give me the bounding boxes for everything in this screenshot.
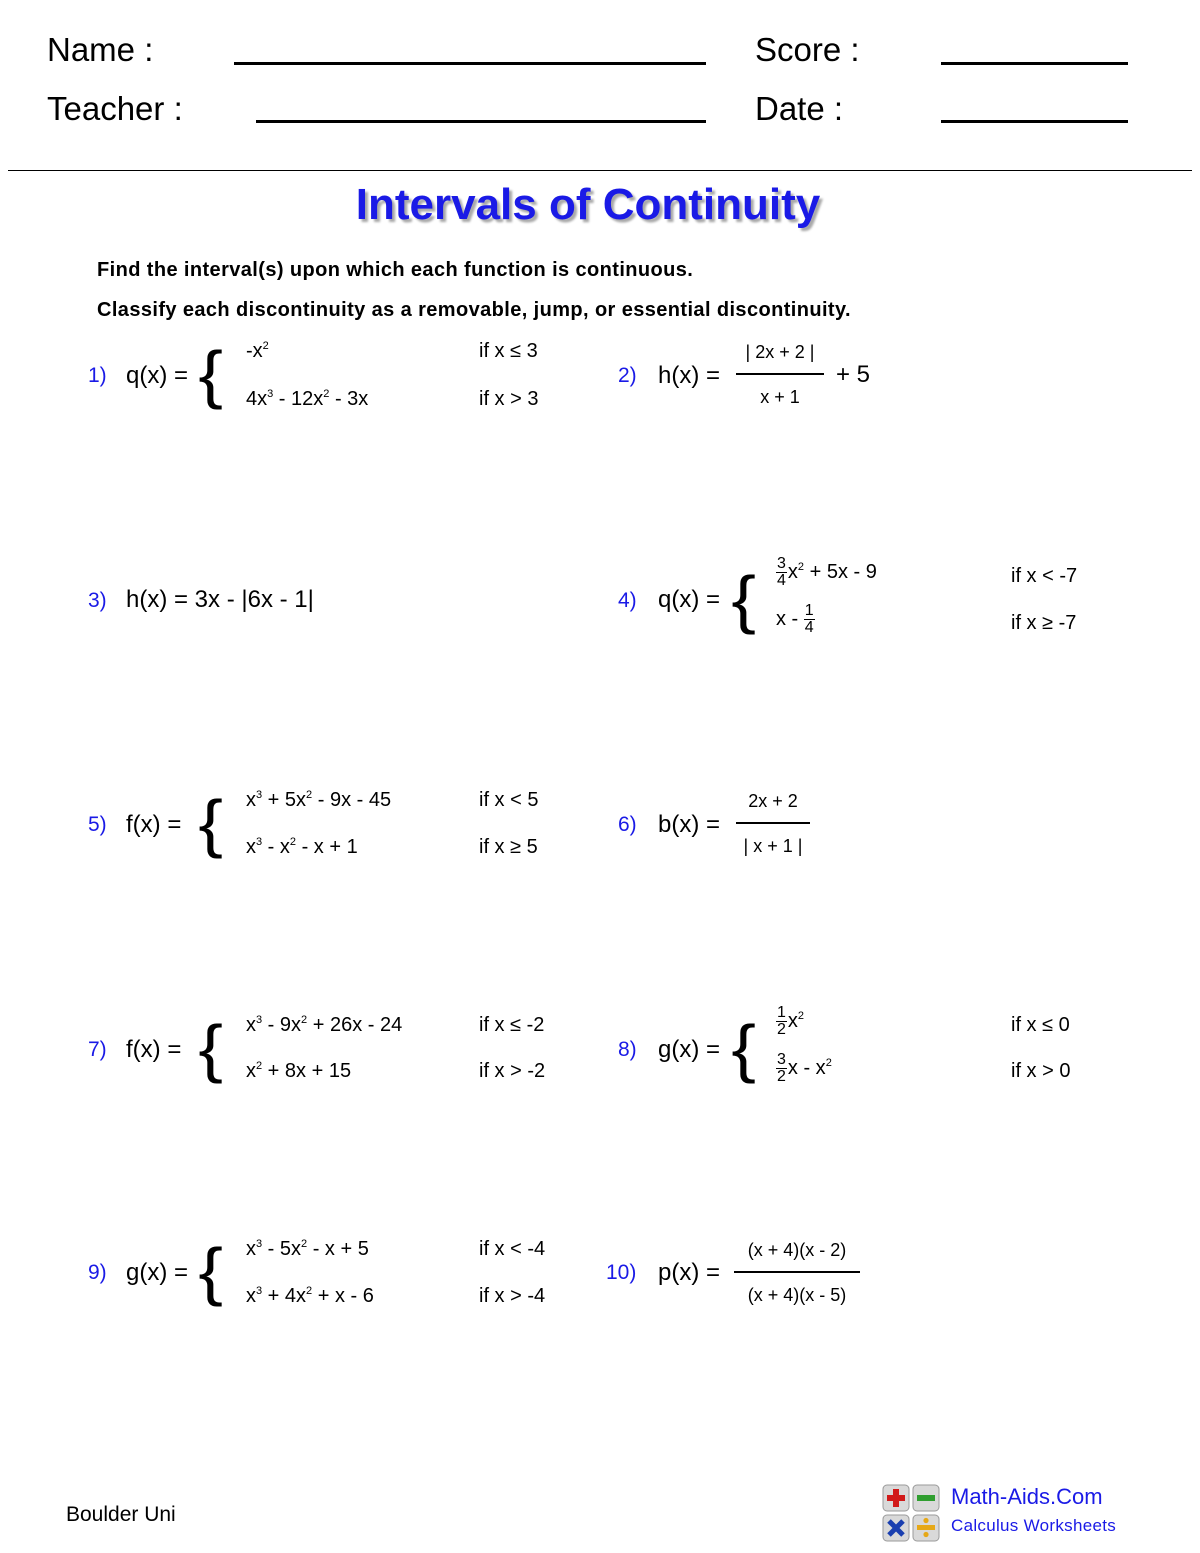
problem-5-brace: { (198, 787, 223, 859)
instruction-2: Classify each discontinuity as a removable, jump, or essential discontinuity. (97, 299, 851, 321)
problem-5-condition-1: if x < 5 (479, 789, 539, 811)
problem-10-number: 10) (606, 1261, 637, 1284)
teacher-label: Teacher : (47, 90, 183, 127)
problem-2-tail: + 5 (836, 361, 871, 388)
problem-10-lhs: p(x) = (658, 1259, 721, 1286)
problem-2-fraction-bar (736, 373, 824, 375)
problem-1-piece-2: $4x^3 - 12x^2 - 3x$ (246, 388, 369, 410)
problem-5-lhs: f(x) = (126, 811, 182, 838)
problem-4-piece-1: $\frac{3}{4}$ $x^2 + 5x - 9$ (777, 555, 877, 589)
name-field[interactable] (234, 62, 706, 65)
problem-10-fraction-bar (734, 1271, 860, 1273)
problem-8-piece-1: $\frac{1}{2}$ $x^2$ (777, 1004, 805, 1038)
problem-9-condition-1: if x < -4 (479, 1238, 546, 1260)
problem-4-condition-1: if x < -7 (1011, 565, 1078, 587)
problem-1-number: 1) (88, 364, 107, 387)
score-field[interactable] (941, 62, 1128, 65)
problem-8-number: 8) (618, 1038, 637, 1061)
problem-1-condition-2: if x > 3 (479, 388, 539, 410)
problem-9-piece-2: $x^3 + 4x^2 + x - 6$ (246, 1285, 374, 1307)
problem-9-condition-2: if x > -4 (479, 1285, 546, 1307)
problem-4-condition-2: if x ≥ -7 (1011, 612, 1077, 634)
problem-2-lhs: h(x) = (658, 362, 721, 389)
problem-6-numerator: 2x + 2 (748, 791, 798, 811)
problem-9-piece-1: $x^3 - 5x^2 - x + 5$ (246, 1238, 369, 1260)
problem-7-condition-1: if x ≤ -2 (479, 1014, 545, 1036)
problem-2-number: 2) (618, 364, 637, 387)
problem-4-brace: { (731, 563, 756, 635)
problem-6-denominator: | x + 1 | (743, 836, 803, 856)
problem-7-brace: { (198, 1012, 223, 1084)
problem-1-condition-1: if x ≤ 3 (479, 340, 538, 362)
problem-3-expression: h(x) = 3x - |6x - 1| (126, 586, 314, 613)
problem-5-piece-1: $x^3 + 5x^2 - 9x - 45$ (246, 789, 392, 811)
problem-7-number: 7) (88, 1038, 107, 1061)
score-label: Score : (755, 31, 860, 68)
problem-1-brace: { (198, 338, 223, 410)
problem-5-piece-2: $x^3 - x^2 - x + 1$ (246, 836, 358, 858)
name-label: Name : (47, 31, 154, 68)
problem-10-denominator: (x + 4)(x - 5) (747, 1285, 847, 1305)
problem-6-fraction-bar (736, 822, 810, 824)
worksheet-title: Intervals of Continuity (355, 180, 821, 229)
problem-9-brace: { (198, 1235, 223, 1307)
problem-4-piece-2: x - $\frac{1}{4}$ (776, 602, 814, 636)
problem-7-condition-2: if x > -2 (479, 1060, 546, 1082)
math-aids-logo (881, 1483, 941, 1543)
problem-3-number: 3) (88, 589, 107, 612)
problem-9-lhs: g(x) = (126, 1259, 189, 1286)
problem-6-number: 6) (618, 813, 637, 836)
problem-8-lhs: g(x) = (658, 1036, 721, 1063)
problem-10-numerator: (x + 4)(x - 2) (747, 1240, 847, 1260)
problem-8-condition-2: if x > 0 (1011, 1060, 1071, 1082)
problem-8-condition-1: if x ≤ 0 (1011, 1014, 1070, 1036)
problem-5-number: 5) (88, 813, 107, 836)
problem-4-number: 4) (618, 589, 637, 612)
problem-7-piece-2: $x^2 + 8x + 15$ (246, 1060, 352, 1082)
brand-tagline: Calculus Worksheets (951, 1516, 1117, 1535)
problem-6-lhs: b(x) = (658, 811, 721, 838)
problem-7-lhs: f(x) = (126, 1036, 182, 1063)
problem-4-lhs: q(x) = (658, 586, 721, 613)
problem-8-brace: { (731, 1012, 756, 1084)
problem-8-piece-2: $\frac{3}{2}$ x - $x^2$ (777, 1051, 832, 1085)
footer-source: Boulder Uni (66, 1503, 176, 1526)
problem-5-condition-2: if x ≥ 5 (479, 836, 538, 858)
problem-9-number: 9) (88, 1261, 107, 1284)
date-field[interactable] (941, 120, 1128, 123)
problem-2-denominator: x + 1 (760, 387, 800, 407)
instruction-1: Find the interval(s) upon which each function is continuous. (97, 259, 694, 281)
brand-name: Math-Aids.Com (951, 1484, 1103, 1509)
problem-7-piece-1: $x^3 - 9x^2 + 26x - 24$ (246, 1014, 403, 1036)
problem-1-piece-1: $-x^2$ (246, 340, 269, 362)
header-divider (8, 170, 1192, 171)
teacher-field[interactable] (256, 120, 706, 123)
problem-2-numerator: | 2x + 2 | (745, 342, 815, 362)
problem-1-lhs: q(x) = (126, 362, 189, 389)
date-label: Date : (755, 90, 844, 127)
